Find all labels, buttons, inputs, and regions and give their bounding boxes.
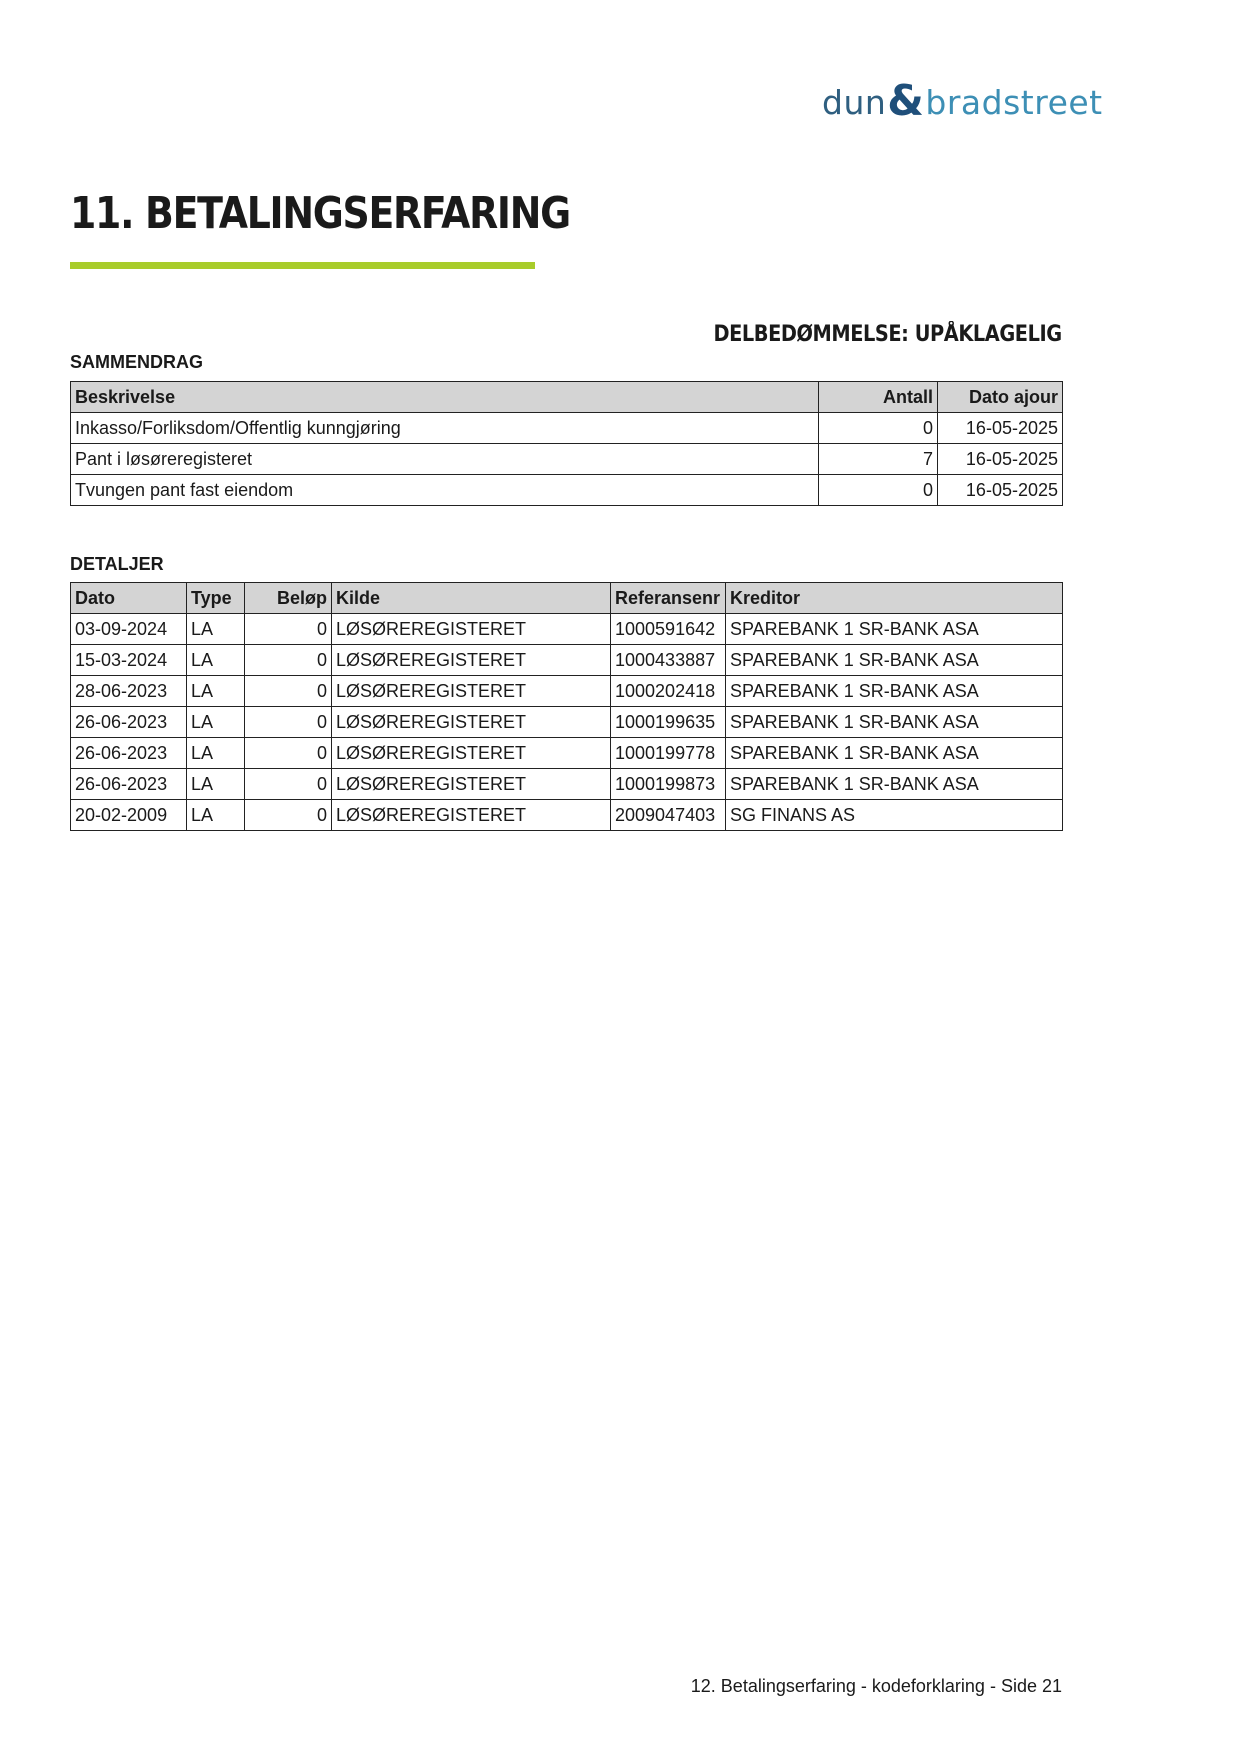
cell-source: LØSØREREGISTERET	[332, 769, 611, 800]
cell-reference: 1000199778	[611, 738, 726, 769]
table-row	[71, 475, 1063, 506]
title-underline	[70, 262, 535, 269]
cell-type: LA	[187, 645, 245, 676]
col-header-type: Type	[187, 583, 245, 614]
cell-type: LA	[187, 676, 245, 707]
cell-date: 15-03-2024	[71, 645, 187, 676]
cell-amount: 0	[245, 645, 332, 676]
page-footer: 12. Betalingserfaring - kodeforklaring - Side 21	[690, 1676, 1062, 1696]
cell-creditor: SPAREBANK 1 SR-BANK ASA	[726, 738, 1063, 769]
cell-count: 0	[819, 475, 938, 506]
cell-date: 28-06-2023	[71, 676, 187, 707]
summary-header-row	[71, 382, 1063, 413]
cell-reference: 1000591642	[611, 614, 726, 645]
logo-text-dun: dun	[822, 83, 887, 122]
cell-date: 20-02-2009	[71, 800, 187, 831]
cell-amount: 0	[245, 738, 332, 769]
cell-date: 26-06-2023	[71, 738, 187, 769]
summary-table	[70, 381, 1063, 506]
cell-creditor: SPAREBANK 1 SR-BANK ASA	[726, 676, 1063, 707]
cell-date: 26-06-2023	[71, 707, 187, 738]
cell-type: LA	[187, 800, 245, 831]
table-row	[71, 645, 1063, 676]
cell-creditor: SPAREBANK 1 SR-BANK ASA	[726, 769, 1063, 800]
cell-reference: 1000202418	[611, 676, 726, 707]
cell-creditor: SPAREBANK 1 SR-BANK ASA	[726, 707, 1063, 738]
cell-creditor: SG FINANS AS	[726, 800, 1063, 831]
col-header-source: Kilde	[332, 583, 611, 614]
cell-amount: 0	[245, 707, 332, 738]
cell-date: 26-06-2023	[71, 769, 187, 800]
cell-reference: 2009047403	[611, 800, 726, 831]
dnb-logo	[822, 72, 1103, 125]
col-header-date-updated: Dato ajour	[938, 382, 1063, 413]
cell-description: Tvungen pant fast eiendom	[71, 475, 819, 506]
cell-amount: 0	[245, 676, 332, 707]
cell-amount: 0	[245, 800, 332, 831]
table-row	[71, 676, 1063, 707]
cell-amount: 0	[245, 614, 332, 645]
table-row	[71, 769, 1063, 800]
cell-reference: 1000433887	[611, 645, 726, 676]
col-header-creditor: Kreditor	[726, 583, 1063, 614]
cell-count: 7	[819, 444, 938, 475]
cell-date: 16-05-2025	[938, 444, 1063, 475]
cell-type: LA	[187, 769, 245, 800]
table-row	[71, 614, 1063, 645]
table-row	[71, 738, 1063, 769]
details-label: DETALJER	[70, 554, 164, 574]
cell-count: 0	[819, 413, 938, 444]
cell-date: 16-05-2025	[938, 475, 1063, 506]
col-header-amount: Beløp	[245, 583, 332, 614]
rating-heading: DELBEDØMMELSE: UPÅKLAGELIG	[713, 322, 1062, 347]
cell-date: 16-05-2025	[938, 413, 1063, 444]
col-header-count: Antall	[819, 382, 938, 413]
cell-description: Inkasso/Forliksdom/Offentlig kunngjøring	[71, 413, 819, 444]
table-row	[71, 413, 1063, 444]
cell-description: Pant i løsøreregisteret	[71, 444, 819, 475]
col-header-description: Beskrivelse	[71, 382, 819, 413]
cell-reference: 1000199635	[611, 707, 726, 738]
cell-reference: 1000199873	[611, 769, 726, 800]
cell-source: LØSØREREGISTERET	[332, 645, 611, 676]
details-header-row	[71, 583, 1063, 614]
cell-source: LØSØREREGISTERET	[332, 676, 611, 707]
page-title: 11. BETALINGSERFARING	[70, 188, 570, 239]
summary-label: SAMMENDRAG	[70, 352, 203, 372]
cell-source: LØSØREREGISTERET	[332, 738, 611, 769]
logo-text-bradstreet: bradstreet	[925, 83, 1103, 122]
cell-source: LØSØREREGISTERET	[332, 707, 611, 738]
cell-creditor: SPAREBANK 1 SR-BANK ASA	[726, 614, 1063, 645]
cell-amount: 0	[245, 769, 332, 800]
table-row	[71, 800, 1063, 831]
table-row	[71, 707, 1063, 738]
cell-creditor: SPAREBANK 1 SR-BANK ASA	[726, 645, 1063, 676]
details-table	[70, 582, 1063, 831]
table-row	[71, 444, 1063, 475]
cell-date: 03-09-2024	[71, 614, 187, 645]
cell-source: LØSØREREGISTERET	[332, 614, 611, 645]
logo-ampersand: &	[887, 76, 925, 125]
cell-type: LA	[187, 707, 245, 738]
cell-type: LA	[187, 738, 245, 769]
col-header-reference: Referansenr	[611, 583, 726, 614]
cell-source: LØSØREREGISTERET	[332, 800, 611, 831]
cell-type: LA	[187, 614, 245, 645]
col-header-date: Dato	[71, 583, 187, 614]
